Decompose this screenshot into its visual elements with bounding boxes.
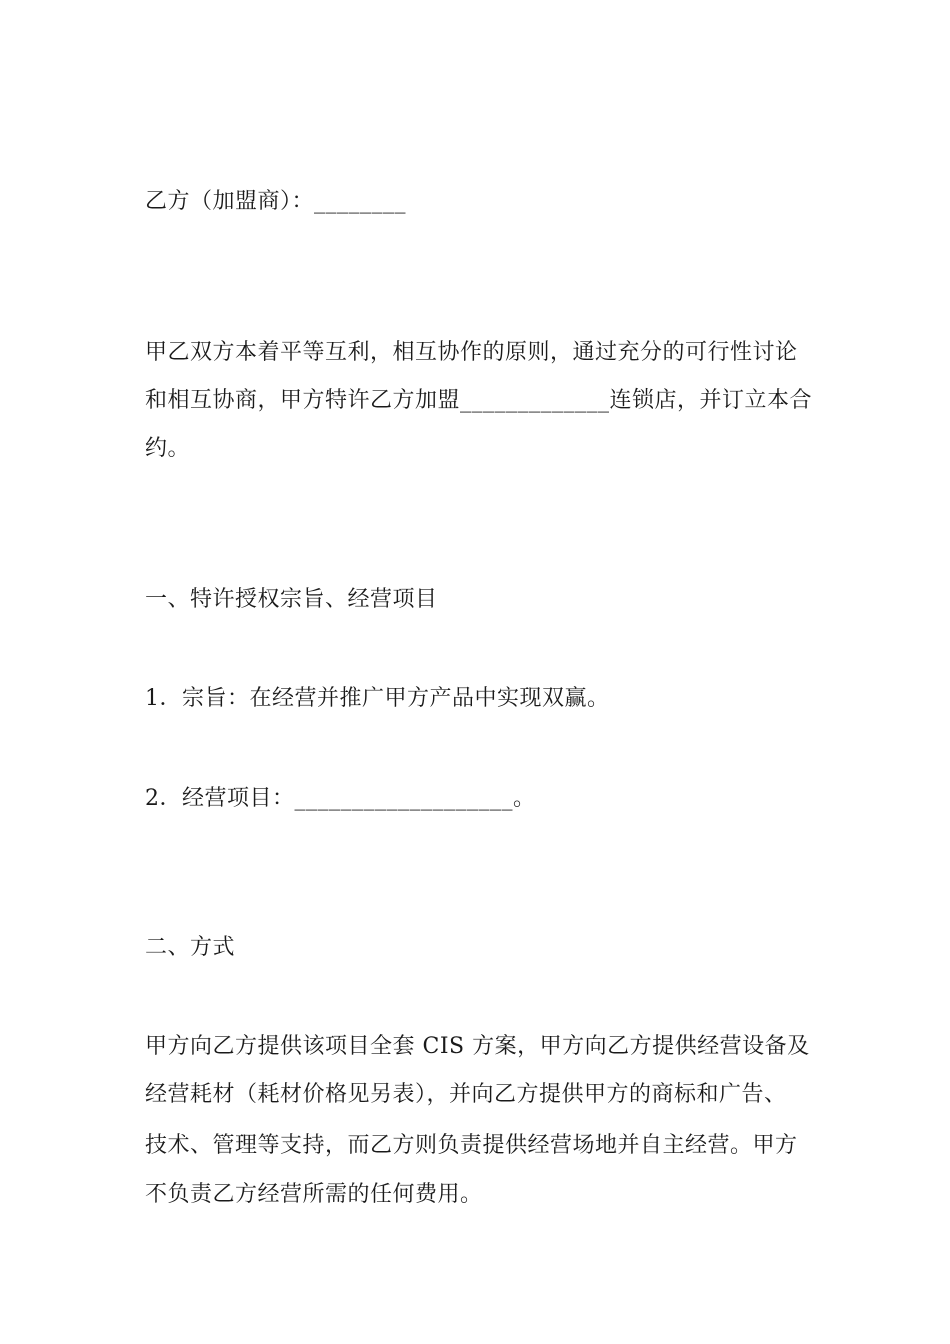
section-2-heading: 二、方式 xyxy=(145,935,236,960)
section-2-line-2: 经营耗材（耗材价格见另表），并向乙方提供甲方的商标和广告、 xyxy=(145,1082,787,1107)
preamble-line-3: 约。 xyxy=(145,436,191,461)
section-2-line-4: 不负责乙方经营所需的任何费用。 xyxy=(145,1182,483,1207)
party-b-line: 乙方（加盟商）：________ xyxy=(145,189,407,214)
section-2-line-3: 技术、管理等支持，而乙方则负责提供经营场地并自主经营。甲方 xyxy=(145,1133,798,1158)
section-1-item-2: 2．经营项目：___________________。 xyxy=(145,786,536,811)
preamble-line-2: 和相互协商，甲方特许乙方加盟_____________连锁店，并订立本合 xyxy=(145,388,813,413)
preamble-line-1: 甲乙双方本着平等互利，相互协作的原则，通过充分的可行性讨论 xyxy=(145,340,798,365)
section-1-heading: 一、特许授权宗旨、经营项目 xyxy=(145,587,438,612)
section-2-line-1: 甲方向乙方提供该项目全套 CIS 方案，甲方向乙方提供经营设备及 xyxy=(145,1034,810,1059)
section-1-item-1: 1．宗旨：在经营并推广甲方产品中实现双赢。 xyxy=(145,686,610,711)
